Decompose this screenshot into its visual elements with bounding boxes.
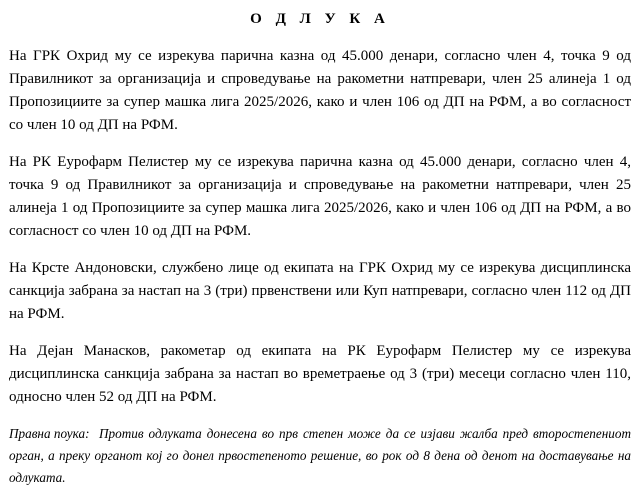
legal-notice-text: Против одлуката донесена во прв степен може да се изјави жалба пред второстепениот орган, а преку органот кој го донел првостепенoто решение, во рок од 8 дена од денот на доставување на одлуката. <box>9 426 631 485</box>
legal-notice-label: Правна поука: <box>9 426 90 441</box>
decision-paragraph-1: На ГРК Охрид му се изрекува парична казна од 45.000 денари, согласно член 4, точка 9 од Правилникот за организација и спроведување на ракометни натпревари, член 25 алинеја 1 од Пропозициите за супер машка лига 2025/2026, како и член 106 од ДП на РФМ, а во согласност со член 10 од ДП на РФМ. <box>9 48 631 133</box>
decision-paragraph-2: На РК Еурофарм Пелистер му се изрекува парична казна од 45.000 денари, согласно член 4, точка 9 од Правилникот за организација и спроведување на ракометни натпревари, член 25 алинеја 1 од Пропозициите за супер машка лига 2025/2026, како и член 106 од ДП на РФМ, а во согласност со член 10 од ДП на РФМ. <box>9 154 631 239</box>
legal-notice <box>9 423 631 489</box>
document-title: О Д Л У К А <box>250 11 390 27</box>
decision-paragraph-3: На Крсте Андоновски, службено лице од екипата на ГРК Охрид му се изрекува дисциплинска санкција забрана за настап на 3 (три) првенствени или Куп натпревари, согласно член 112 од ДП на РФМ. <box>9 260 631 322</box>
decision-paragraph-4: На Дејан Манасков, ракометар од екипата на РК Еурофарм Пелистер му се изрекува дисциплинска санкција забрана за настап во времетраење од 3 (три) месеци согласно член 110, односно член 52 од ДП на РФМ. <box>9 343 631 405</box>
